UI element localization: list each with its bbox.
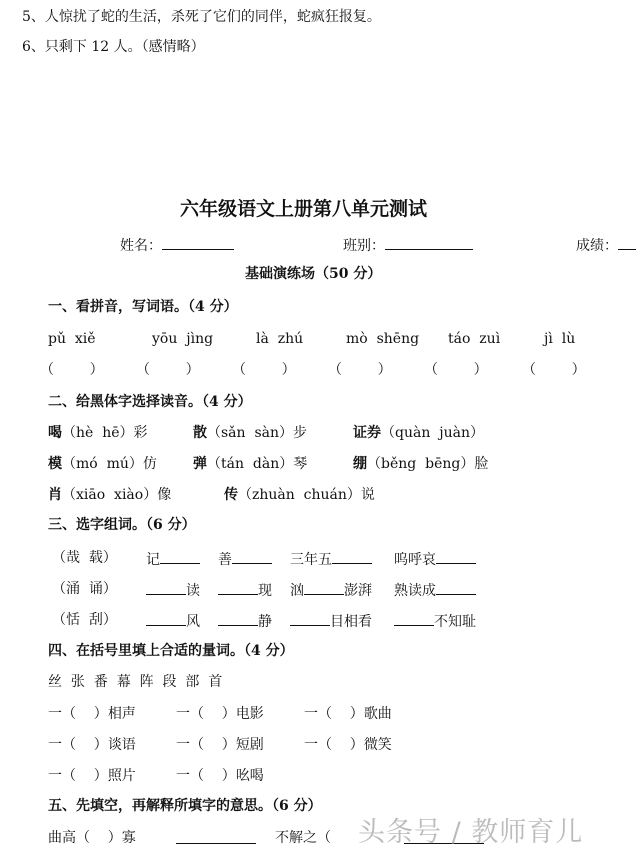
word-blank: 不知耻 bbox=[394, 611, 476, 631]
answer-bracket: （ ） bbox=[232, 362, 296, 378]
q5-item-a: 曲高（ ）寡 bbox=[48, 830, 136, 846]
q4-heading: 四、在括号里填上合适的量词。（4 分） bbox=[48, 643, 294, 659]
pinyin-item: là zhú bbox=[256, 331, 304, 347]
class-field: 班别： bbox=[343, 235, 473, 255]
q4-measure-words: 丝 张 番 幕 阵 段 部 首 bbox=[48, 674, 223, 690]
measure-word-item: 一（ ）短剧 bbox=[176, 737, 264, 753]
q3-options: （涌 诵） bbox=[52, 581, 117, 597]
measure-word-item: 一（ ）歌曲 bbox=[304, 706, 392, 722]
measure-word-item: 一（ ）吆喝 bbox=[176, 768, 264, 784]
word-blank: 呜呼哀 bbox=[394, 549, 476, 569]
answer-bracket: （ ） bbox=[424, 362, 488, 378]
measure-word-item: 一（ ）相声 bbox=[48, 706, 136, 722]
section-title: 基础演练场（50 分） bbox=[245, 266, 382, 282]
name-field: 姓名： bbox=[120, 235, 234, 255]
pronunciation-item: 模（mó mú）仿 bbox=[48, 456, 157, 472]
word-blank: 风 bbox=[146, 611, 200, 631]
word-blank: 三年五 bbox=[290, 549, 372, 569]
q3-options: （恬 刮） bbox=[52, 612, 117, 628]
answer-bracket: （ ） bbox=[328, 362, 392, 378]
word-blank: 汹 澎湃 bbox=[290, 580, 372, 600]
answer-bracket: （ ） bbox=[40, 362, 104, 378]
q1-heading: 一、看拼音，写词语。（4 分） bbox=[48, 299, 238, 315]
pronunciation-item: 绷（běng bēng）脸 bbox=[353, 456, 489, 472]
answer-bracket: （ ） bbox=[136, 362, 200, 378]
pronunciation-item: 散（sǎn sàn）步 bbox=[193, 425, 307, 441]
page-title: 六年级语文上册第八单元测试 bbox=[180, 198, 428, 220]
pronunciation-item: 喝（hè hē）彩 bbox=[48, 425, 148, 441]
q3-options: （哉 载） bbox=[52, 550, 117, 566]
measure-word-item: 一（ ）电影 bbox=[176, 706, 264, 722]
answer-bracket: （ ） bbox=[522, 362, 586, 378]
word-blank: 静 bbox=[218, 611, 272, 631]
q5-item-b: 不解之（ bbox=[275, 830, 331, 846]
q5-heading: 五、先填空，再解释所填字的意思。（6 分） bbox=[48, 798, 322, 814]
word-blank: 目相看 bbox=[290, 611, 372, 631]
pinyin-item: pǔ xiě bbox=[48, 331, 96, 347]
pronunciation-item: 弹（tán dàn）琴 bbox=[193, 456, 308, 472]
pronunciation-item: 证券（quàn juàn） bbox=[353, 425, 484, 441]
word-blank: 读 bbox=[146, 580, 200, 600]
q3-heading: 三、选字组词。（6 分） bbox=[48, 517, 196, 533]
answer-6: 6、只剩下 12 人。（感情略） bbox=[22, 39, 205, 55]
word-blank: 记 bbox=[146, 549, 200, 569]
q2-heading: 二、给黑体字选择读音。（4 分） bbox=[48, 394, 252, 410]
measure-word-item: 一（ ）照片 bbox=[48, 768, 136, 784]
word-blank: 熟读成 bbox=[394, 580, 476, 600]
measure-word-item: 一（ ）微笑 bbox=[304, 737, 392, 753]
pinyin-item: táo zuì bbox=[448, 331, 501, 347]
q5-blank-a bbox=[176, 829, 256, 849]
pinyin-item: jì lù bbox=[544, 331, 576, 347]
watermark: 头条号 / 教师育儿 bbox=[358, 817, 584, 848]
pinyin-item: mò shēng bbox=[346, 331, 420, 347]
word-blank: 现 bbox=[218, 580, 272, 600]
word-blank: 善 bbox=[218, 549, 272, 569]
measure-word-item: 一（ ）谈语 bbox=[48, 737, 136, 753]
pronunciation-item: 传（zhuàn chuán）说 bbox=[224, 487, 375, 503]
answer-5: 5、人惊扰了蛇的生活，杀死了它们的同伴，蛇疯狂报复。 bbox=[22, 9, 381, 25]
pronunciation-item: 肖（xiāo xiào）像 bbox=[48, 487, 172, 503]
pinyin-item: yōu jìng bbox=[152, 331, 214, 347]
score-field: 成绩： bbox=[576, 235, 636, 255]
